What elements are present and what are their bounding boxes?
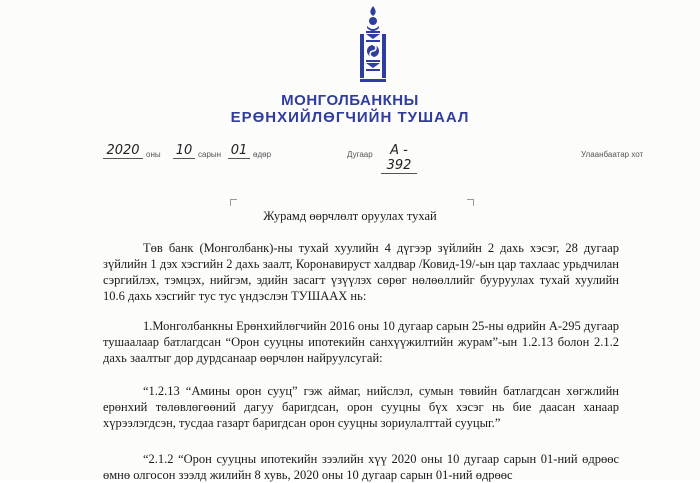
paragraph-clause-1: 1.Монголбанкны Ерөнхийлөгчийн 2016 оны 10 дугаар сарын 25-ны өдрийн А-295 дугаар тушаалаар батлагдсан “Орон сууцны ипотекийн санхүүжилтийн журам”-ын 1.2.13 болон 2.1.2 дахь заалтыг дор дурдсанаар өөрчлөн найруулсугай: bbox=[103, 319, 619, 365]
document-meta-row bbox=[0, 143, 700, 173]
day-label: өдөр bbox=[253, 150, 272, 159]
paragraph-preamble: Төв банк (Монголбанк)-ны тухай хуулийн 4 дүгээр зүйлийн 2 дахь хэсэг, 28 дугаар зүйлийн 1 дэх хэсгийн 2 дахь заалт, Коронавируст халдвар /Ковид-19/-ын цар тахлаас урьдчилан сэргийлэх, тэмцэх, нийгэм, эдийн засагт үзүүлэх сөрөг нөлөөллийг бууруулах тухай хуулийн 10.6 дахь хэсгийг тус тус үндэслэн ТУШААХ нь: bbox=[103, 241, 619, 303]
date-day: 01 bbox=[228, 143, 250, 159]
org-name-line1: МОНГОЛБАНКНЫ bbox=[281, 92, 419, 109]
year-label: оны bbox=[146, 150, 161, 159]
month-label: сарын bbox=[198, 150, 222, 159]
subject-corner-mark-right bbox=[467, 199, 474, 206]
city-label: Улаанбаатар хот bbox=[581, 150, 644, 159]
org-name-line2: ЕРӨНХИЙЛӨГЧИЙН ТУШААЛ bbox=[230, 109, 470, 126]
date-year: 2020 bbox=[103, 143, 143, 159]
subject-corner-mark-left bbox=[230, 199, 237, 206]
paragraph-quote-1-2-13: “1.2.13 “Амины орон сууц” гэж аймаг, нийслэл, сумын төвийн батлагдсан хөгжлийн ерөнхий төлөвлөгөөний дагуу баригдсан, орон сууцны бүх хэсэг нь бие даасан ханаар хүрээлэгдсэн, тусдаа газарт баригдсан орон сууцны зориулалттай сууцыг.” bbox=[103, 384, 619, 430]
date-month: 10 bbox=[173, 143, 195, 159]
soyombo-emblem-icon bbox=[360, 6, 386, 82]
order-number: А - 392 bbox=[381, 143, 417, 174]
document-subject: Журамд өөрчлөлт оруулах тухай bbox=[263, 209, 437, 223]
number-label: Дугаар bbox=[347, 150, 373, 159]
paragraph-quote-2-1-2: “2.1.2 “Орон сууцны ипотекийн зээлийн хүү 2020 оны 10 дугаар сарын 01-ний өдрөөс өмнө олгосон зээлд жилийн 8 хувь, 2020 оны 10 дугаар сарын 01-ний өдрөөс bbox=[103, 452, 619, 482]
